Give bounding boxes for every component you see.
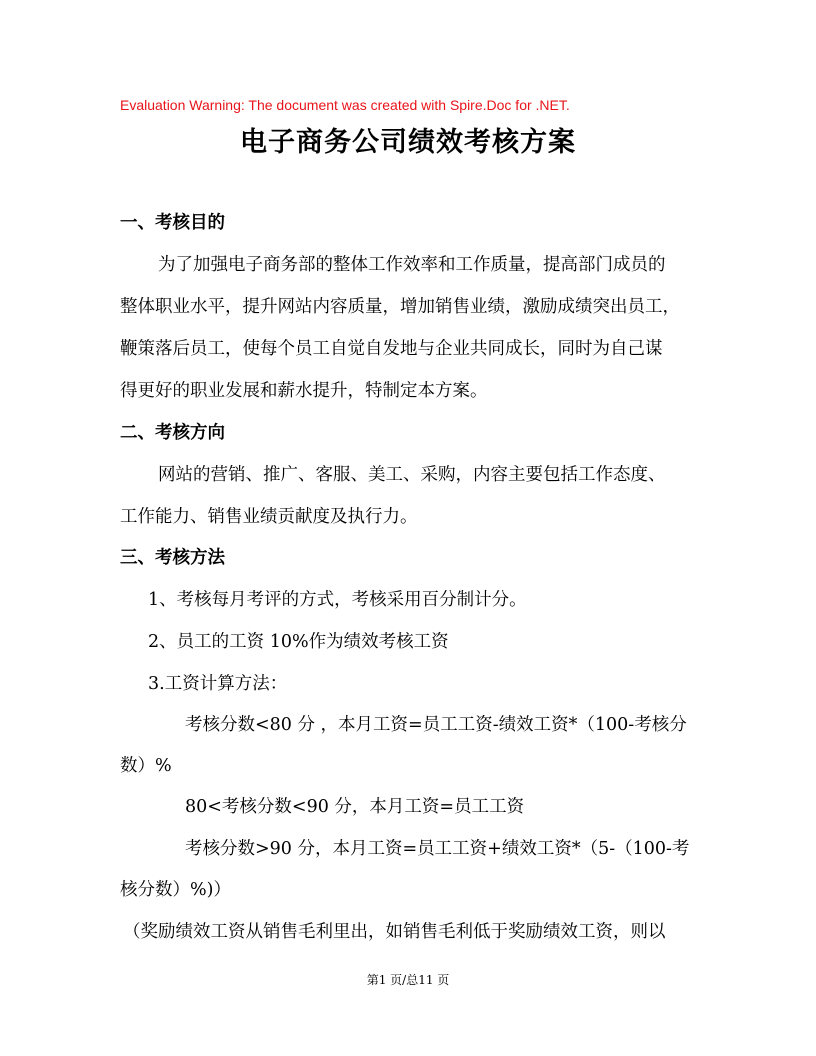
formula-line: 考核分数<80 分 ，本月工资=员工工资-绩效工资*（100-考核分 (185, 715, 687, 735)
document-title: 电子商务公司绩效考核方案 (240, 127, 576, 158)
formula-line: 核分数）%)） (120, 880, 231, 900)
formula-line: 80<考核分数<90 分，本月工资=员工工资 (185, 797, 525, 817)
paragraph-line: 整体职业水平，提升网站内容质量，增加销售业绩，激励成绩突出员工， (120, 297, 680, 317)
formula-line: 考核分数>90 分，本月工资=员工工资+绩效工资*（5-（100-考 (185, 839, 690, 859)
section-heading-direction: 二、考核方向 (120, 423, 225, 443)
paragraph-line: （奖励绩效工资从销售毛利里出，如销售毛利低于奖励绩效工资，则以 (123, 922, 666, 942)
paragraph-line: 工作能力、销售业绩贡献度及执行力。 (120, 507, 418, 527)
formula-line: 数）% (120, 756, 172, 776)
evaluation-warning: Evaluation Warning: The document was created with Spire.Doc for .NET. (120, 97, 570, 113)
list-item: 2、员工的工资 10%作为绩效考核工资 (148, 632, 449, 652)
section-heading-method: 三、考核方法 (120, 548, 225, 568)
list-item: 1、考核每月考评的方式，考核采用百分制计分。 (148, 590, 527, 610)
paragraph-line: 鞭策落后员工，使每个员工自觉自发地与企业共同成长，同时为自己谋 (120, 339, 663, 359)
paragraph-line: 网站的营销、推广、客服、美工、采购，内容主要包括工作态度、 (158, 465, 666, 485)
section-heading-purpose: 一、考核目的 (120, 213, 225, 233)
list-item: 3.工资计算方法： (148, 674, 288, 694)
paragraph-line: 得更好的职业发展和薪水提升，特制定本方案。 (120, 381, 488, 401)
page-footer: 第1 页/总11 页 (366, 973, 450, 987)
paragraph-line: 为了加强电子商务部的整体工作效率和工作质量，提高部门成员的 (158, 255, 666, 275)
